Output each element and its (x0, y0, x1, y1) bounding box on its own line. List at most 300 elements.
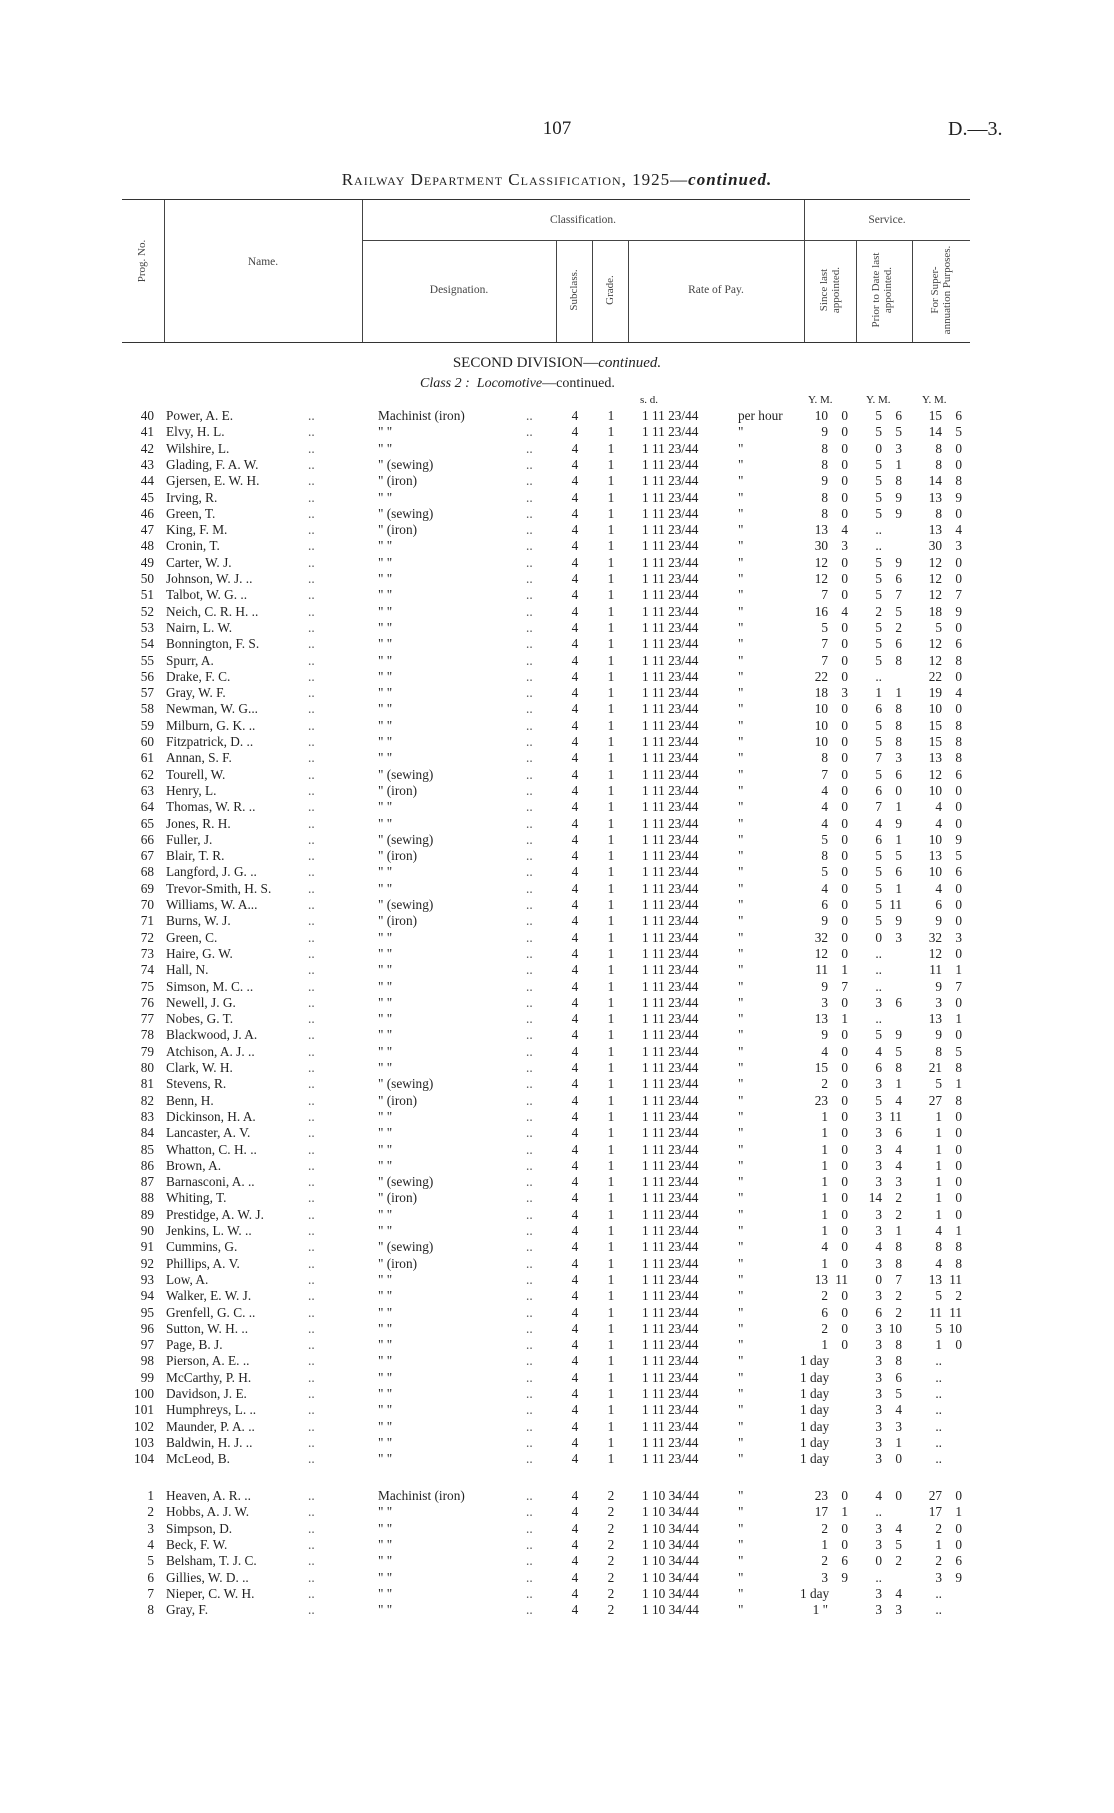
cell-f1: 3 (935, 1569, 942, 1585)
cell-d1: .. (308, 1076, 315, 1092)
cell-no: 46 (140, 505, 154, 521)
cell-name: Gillies, W. D. .. (166, 1569, 249, 1585)
cell-desig: " " (378, 1108, 393, 1124)
cell-d1: .. (308, 897, 315, 912)
cell-rate: 1 10 34/44 (642, 1536, 699, 1552)
cell-p1: 0 (875, 1553, 882, 1569)
class-subtitle (420, 376, 615, 392)
table-row (0, 604, 1114, 620)
cell-desig: " " (378, 815, 393, 831)
cell-rate: 1 10 34/44 (642, 1553, 699, 1569)
cell-sub: 4 (571, 1027, 579, 1043)
cell-sub: 4 (571, 1569, 579, 1585)
cell-p1: 4 (875, 815, 882, 831)
cell-p1: 5 (875, 864, 882, 880)
cell-desig: " (sewing) (378, 1076, 434, 1092)
cell-rate: 1 11 23/44 (642, 571, 699, 586)
cell-desig: " " (378, 1369, 393, 1385)
cell-no: 6 (147, 1569, 154, 1585)
cell-p2: 2 (895, 1288, 902, 1304)
cell-desig: " " (378, 685, 393, 701)
cell-per: " (738, 1174, 744, 1190)
cell-desig: " (iron) (378, 522, 418, 538)
cell-f1: .. (935, 1434, 942, 1450)
cell-no: 43 (140, 456, 154, 472)
cell-name: Simson, M. C. .. (166, 978, 254, 994)
cell-f2: 4 (955, 685, 962, 701)
cell-grade: 1 (607, 1239, 615, 1255)
cell-f1: .. (935, 1353, 942, 1369)
cell-sub: 4 (571, 864, 579, 880)
cell-no: 71 (140, 913, 154, 929)
table-row (0, 538, 1114, 554)
cell-no: 5 (147, 1553, 154, 1569)
cell-d1: .. (308, 571, 315, 586)
cell-d2: .. (526, 1239, 533, 1255)
cell-p2: 8 (895, 1060, 902, 1075)
cell-s2: 0 (841, 1255, 848, 1271)
cell-p2: 2 (895, 1553, 902, 1569)
cell-p1: 3 (875, 1206, 882, 1222)
cell-grade: 2 (607, 1504, 615, 1520)
cell-grade: 1 (607, 1141, 615, 1157)
cell-p1: .. (875, 538, 882, 554)
cell-p2: 6 (895, 1125, 902, 1141)
cell-grade: 1 (607, 1288, 615, 1304)
cell-d1: .. (308, 1174, 315, 1190)
cell-d2: .. (526, 1353, 533, 1369)
cell-d2: .. (526, 945, 533, 961)
cell-d2: .. (526, 440, 533, 456)
cell-per: " (738, 1585, 744, 1601)
cell-per: " (738, 636, 744, 652)
cell-sub: 4 (571, 1536, 579, 1552)
cell-p2: 1 (895, 799, 902, 815)
cell-p2: 1 (895, 1434, 902, 1450)
cell-rate: 1 11 23/44 (642, 864, 699, 880)
cell-p2: 4 (895, 1520, 902, 1536)
cell-f2: 3 (955, 538, 962, 554)
cell-sub: 4 (571, 554, 579, 570)
cell-f2: 10 (948, 1320, 962, 1336)
cell-s1: 2 (821, 1076, 828, 1092)
cell-f1: 1 (935, 1125, 942, 1141)
cell-grade: 1 (607, 766, 615, 782)
cell-d1: .. (308, 766, 315, 782)
cell-d1: .. (308, 1304, 315, 1320)
cell-rate: 1 11 23/44 (642, 1157, 699, 1173)
cell-f2: 0 (955, 1157, 962, 1173)
cell-p1: 6 (875, 701, 882, 717)
cell-name: Annan, S. F. (166, 750, 232, 766)
cell-rate: 1 11 23/44 (642, 1060, 699, 1075)
cell-desig: " " (378, 668, 393, 684)
cell-p1: 5 (875, 636, 882, 652)
cell-per: " (738, 799, 744, 815)
table-row (0, 1386, 1114, 1402)
cell-no: 61 (140, 750, 154, 766)
cell-f1: 15 (928, 408, 942, 423)
cell-s1: 12 (814, 571, 828, 586)
cell-p1: 5 (875, 897, 882, 912)
cell-p2: 5 (895, 424, 902, 440)
cell-s1: 22 (814, 668, 828, 684)
cell-sub: 4 (571, 1223, 579, 1238)
cell-desig: " " (378, 929, 393, 945)
cell-s1: 8 (821, 456, 828, 472)
cell-name: Newman, W. G... (166, 701, 258, 717)
section-title-continued: continued. (598, 355, 662, 371)
cell-d1: .. (308, 1353, 315, 1369)
cell-grade: 1 (607, 1125, 615, 1141)
cell-desig: " " (378, 1060, 393, 1075)
cell-p2: 8 (895, 1337, 902, 1353)
cell-f1: 4 (935, 880, 942, 896)
cell-f1: 8 (935, 1239, 942, 1255)
cell-f1: 5 (935, 1320, 942, 1336)
cell-s1: 23 (814, 1488, 828, 1503)
cell-p2: 11 (889, 897, 902, 912)
cell-per: " (738, 1434, 744, 1450)
cell-f2: 6 (955, 1553, 962, 1569)
cell-f1: 8 (935, 1043, 942, 1059)
cell-d1: .. (308, 668, 315, 684)
cell-name: Talbot, W. G. .. (166, 587, 248, 603)
cell-name: Dickinson, H. A. (166, 1108, 256, 1124)
cell-grade: 2 (607, 1488, 615, 1503)
cell-rate: 1 11 23/44 (642, 440, 699, 456)
cell-s2: 0 (841, 766, 848, 782)
cell-rate: 1 11 23/44 (642, 1223, 699, 1238)
cell-d2: .. (526, 750, 533, 766)
cell-sub: 4 (571, 1488, 579, 1503)
cell-f1: 12 (928, 766, 942, 782)
cell-no: 100 (134, 1386, 154, 1401)
table-row (0, 490, 1114, 506)
cell-desig: " " (378, 1011, 393, 1027)
cell-grade: 1 (607, 668, 615, 684)
cell-s2: 0 (841, 1304, 848, 1320)
cell-d1: .. (308, 505, 315, 521)
cell-p1: .. (875, 1011, 882, 1027)
cell-d1: .. (308, 1488, 315, 1503)
cell-p2: 6 (895, 1369, 902, 1385)
cell-f2: 0 (955, 1125, 962, 1141)
cell-d1: .. (308, 994, 315, 1010)
cell-name: Carter, W. J. (166, 554, 232, 570)
cell-desig: " (sewing) (378, 766, 434, 782)
cell-no: 94 (140, 1288, 154, 1304)
cell-f2: 8 (955, 1092, 962, 1108)
table-row (0, 1011, 1114, 1027)
cell-per: " (738, 652, 744, 668)
cell-d1: .. (308, 424, 315, 440)
cell-f1: 14 (928, 424, 942, 440)
cell-desig: " " (378, 1206, 393, 1222)
cell-p1: 6 (875, 782, 882, 798)
cell-grade: 1 (607, 587, 615, 603)
cell-rate: 1 11 23/44 (642, 456, 699, 472)
cell-no: 80 (140, 1060, 154, 1075)
cell-desig: " (sewing) (378, 897, 434, 912)
cell-name: Whatton, C. H. .. (166, 1141, 257, 1157)
cell-f2: 9 (955, 1569, 962, 1585)
cell-s2: 0 (841, 587, 848, 603)
cell-rate: 1 11 23/44 (642, 1304, 699, 1320)
cell-d2: .. (526, 685, 533, 701)
cell-f2: 0 (955, 571, 962, 586)
cell-d2: .. (526, 587, 533, 603)
cell-p2: 2 (895, 1206, 902, 1222)
cell-p2: 7 (895, 587, 902, 603)
cell-name: King, F. M. (166, 522, 228, 538)
cell-s1: 1 day (800, 1353, 830, 1369)
cell-sub: 4 (571, 1386, 579, 1401)
cell-f1: .. (935, 1585, 942, 1601)
cell-rate: 1 11 23/44 (642, 880, 699, 896)
cell-p1: 5 (875, 717, 882, 733)
cell-no: 41 (140, 424, 154, 440)
cell-p2: 3 (895, 1602, 902, 1618)
cell-f1: .. (935, 1451, 942, 1467)
cell-s2: 0 (841, 815, 848, 831)
cell-desig: " " (378, 1337, 393, 1353)
cell-sub: 4 (571, 636, 579, 652)
cell-s1: 23 (814, 1092, 828, 1108)
cell-sub: 4 (571, 1060, 579, 1075)
cell-f1: 15 (928, 717, 942, 733)
table-row (0, 946, 1114, 962)
cell-d1: .. (308, 848, 315, 864)
table-row (0, 620, 1114, 636)
cell-sub: 4 (571, 1434, 579, 1450)
cell-p1: 3 (875, 1157, 882, 1173)
cell-d1: .. (308, 1206, 315, 1222)
cell-d1: .. (308, 489, 315, 505)
cell-d1: .. (308, 701, 315, 717)
cell-rate: 1 11 23/44 (642, 848, 699, 864)
table-row (0, 1451, 1114, 1467)
table-row (0, 1602, 1114, 1618)
cell-per: " (738, 717, 744, 733)
cell-d2: .. (526, 782, 533, 798)
cell-per: " (738, 815, 744, 831)
cell-desig: " " (378, 1157, 393, 1173)
cell-d1: .. (308, 1418, 315, 1434)
unit-ym-super: Y. M. (922, 394, 947, 406)
cell-s1: 7 (821, 587, 828, 603)
table-row (0, 1027, 1114, 1043)
cell-s2: 0 (841, 473, 848, 489)
cell-name: Whiting, T. (166, 1190, 227, 1206)
cell-d1: .. (308, 1386, 315, 1401)
cell-grade: 1 (607, 603, 615, 619)
cell-d2: .. (526, 1271, 533, 1287)
cell-p2: 4 (895, 1157, 902, 1173)
cell-f1: 11 (929, 962, 942, 978)
table-row (0, 1570, 1114, 1586)
cell-f2: 0 (955, 668, 962, 684)
cell-d2: .. (526, 408, 533, 423)
cell-s2: 1 (841, 1504, 848, 1520)
header-rate: Rate of Pay. (688, 284, 744, 296)
table-row (0, 767, 1114, 783)
cell-d1: .. (308, 1504, 315, 1520)
table-row (0, 1093, 1114, 1109)
cell-sub: 4 (571, 1141, 579, 1157)
cell-s1: 1 day (800, 1369, 830, 1385)
cell-f1: 13 (928, 750, 942, 766)
cell-s1: 13 (814, 1271, 828, 1287)
cell-desig: " " (378, 636, 393, 652)
cell-desig: " " (378, 1223, 393, 1238)
table-row (0, 1586, 1114, 1602)
cell-desig: Machinist (iron) (378, 1488, 465, 1503)
cell-f2: 0 (955, 945, 962, 961)
cell-rate: 1 11 23/44 (642, 1141, 699, 1157)
cell-name: Tourell, W. (166, 766, 226, 782)
cell-sub: 4 (571, 522, 579, 538)
cell-desig: " " (378, 1585, 393, 1601)
cell-d1: .. (308, 1027, 315, 1043)
cell-s1: 17 (814, 1504, 828, 1520)
cell-f1: 5 (935, 1076, 942, 1092)
cell-d1: .. (308, 1585, 315, 1601)
cell-d2: .. (526, 1337, 533, 1353)
cell-f1: 5 (935, 619, 942, 635)
cell-s1: 7 (821, 766, 828, 782)
cell-grade: 2 (607, 1536, 615, 1552)
cell-p2: 1 (895, 456, 902, 472)
cell-sub: 4 (571, 1092, 579, 1108)
cell-name: Neich, C. R. H. .. (166, 603, 259, 619)
cell-s2: 0 (841, 1125, 848, 1141)
cell-f2: 0 (955, 815, 962, 831)
cell-p2: 9 (895, 505, 902, 521)
cell-grade: 1 (607, 734, 615, 749)
cell-f2: 0 (955, 913, 962, 929)
cell-s1: 5 (821, 619, 828, 635)
cell-grade: 1 (607, 1108, 615, 1124)
cell-desig: " " (378, 994, 393, 1010)
cell-name: Page, B. J. (166, 1337, 223, 1353)
cell-name: Humphreys, L. .. (166, 1402, 257, 1418)
cell-d2: .. (526, 1157, 533, 1173)
cell-f1: 1 (935, 1157, 942, 1173)
cell-grade: 1 (607, 1320, 615, 1336)
cell-f2: 0 (955, 619, 962, 635)
cell-d2: .. (526, 1569, 533, 1585)
cell-s1: 1 day (800, 1451, 830, 1467)
cell-f1: 12 (928, 571, 942, 586)
cell-desig: " " (378, 978, 393, 994)
cell-d1: .. (308, 815, 315, 831)
cell-name: Barnasconi, A. .. (166, 1174, 255, 1190)
cell-grade: 2 (607, 1569, 615, 1585)
cell-s2: 0 (841, 1141, 848, 1157)
unit-ym-prior: Y. M. (866, 394, 891, 406)
cell-no: 99 (140, 1369, 154, 1385)
cell-per: " (738, 538, 744, 554)
cell-name: Davidson, J. E. (166, 1386, 247, 1401)
cell-p2: 8 (895, 473, 902, 489)
cell-d2: .. (526, 1553, 533, 1569)
cell-p2: 5 (895, 848, 902, 864)
cell-grade: 1 (607, 945, 615, 961)
header-prior: Prior to Date last appointed. (870, 252, 894, 328)
cell-desig: " " (378, 945, 393, 961)
cell-per: " (738, 701, 744, 717)
cell-f1: 15 (928, 734, 942, 749)
cell-p2: 4 (895, 1585, 902, 1601)
cell-name: Baldwin, H. J. .. (166, 1434, 253, 1450)
cell-s1: 5 (821, 864, 828, 880)
cell-s2: 0 (841, 1520, 848, 1536)
cell-name: Pierson, A. E. .. (166, 1353, 250, 1369)
cell-s2: 0 (841, 1320, 848, 1336)
cell-name: Clark, W. H. (166, 1060, 233, 1075)
cell-sub: 4 (571, 1011, 579, 1027)
cell-f1: 10 (928, 701, 942, 717)
table-row (0, 1370, 1114, 1386)
cell-d2: .. (526, 619, 533, 635)
cell-grade: 1 (607, 880, 615, 896)
cell-no: 88 (140, 1190, 154, 1206)
cell-p2: 4 (895, 1092, 902, 1108)
cell-rate: 1 11 23/44 (642, 1353, 699, 1369)
cell-p1: .. (875, 945, 882, 961)
cell-grade: 1 (607, 1076, 615, 1092)
cell-sub: 4 (571, 1320, 579, 1336)
cell-grade: 1 (607, 701, 615, 717)
cell-f2: 3 (955, 929, 962, 945)
cell-sub: 4 (571, 1602, 579, 1618)
cell-no: 48 (140, 538, 154, 554)
cell-no: 3 (147, 1520, 154, 1536)
cell-d1: .. (308, 1060, 315, 1075)
cell-no: 64 (140, 799, 154, 815)
cell-name: Spurr, A. (166, 652, 214, 668)
cell-s2: 0 (841, 424, 848, 440)
cell-grade: 1 (607, 652, 615, 668)
cell-no: 68 (140, 864, 154, 880)
cell-f1: .. (935, 1386, 942, 1401)
cell-no: 47 (140, 522, 154, 538)
page-title (0, 170, 1114, 190)
cell-s1: 12 (814, 554, 828, 570)
cell-sub: 4 (571, 1585, 579, 1601)
table-row (0, 1190, 1114, 1206)
cell-per: " (738, 1488, 744, 1503)
table-row (0, 1521, 1114, 1537)
cell-per: " (738, 962, 744, 978)
cell-d2: .. (526, 603, 533, 619)
cell-f2: 0 (955, 1141, 962, 1157)
table-row (0, 1402, 1114, 1418)
cell-per: " (738, 1536, 744, 1552)
cell-name: Power, A. E. (166, 408, 234, 423)
table-header (122, 199, 970, 343)
table-row (0, 783, 1114, 799)
cell-d2: .. (526, 1206, 533, 1222)
cell-no: 87 (140, 1174, 154, 1190)
cell-s2: 0 (841, 619, 848, 635)
cell-p2: 0 (895, 1451, 902, 1467)
cell-p2: 0 (895, 782, 902, 798)
cell-rate: 1 11 23/44 (642, 636, 699, 652)
cell-name: Low, A. (166, 1271, 209, 1287)
cell-p2: 4 (895, 1402, 902, 1418)
